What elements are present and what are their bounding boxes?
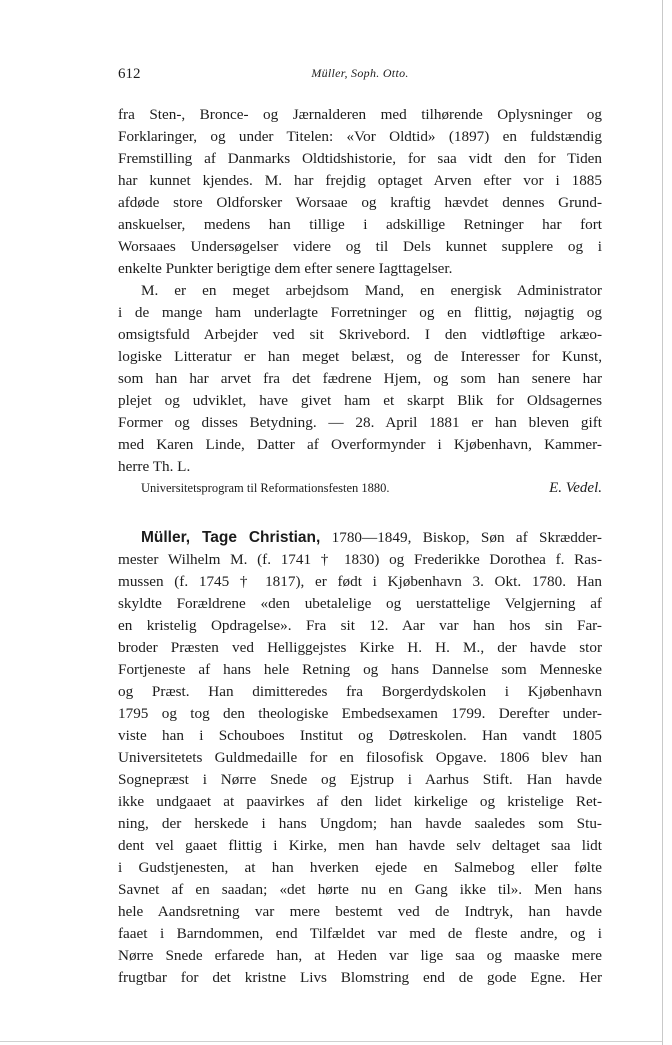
- text-line: faaet i Barndommen, end Tilfældet var med de fleste andre, og i: [118, 925, 602, 942]
- text-line: viste han i Schouboes Institut og Døtreskolen. Han vandt 1805: [118, 727, 602, 744]
- text-line: Forklaringer, og under Titelen: «Vor Oldtid» (1897) en fuldstændig: [118, 128, 602, 145]
- text-line: har kunnet kjendes. M. har frejdig optaget Arven efter vor i 1885: [118, 172, 602, 189]
- text-line: en kristelig Opdragelse». Fra sit 12. Aar var han hos sin Far-: [118, 617, 602, 634]
- running-head: Müller, Soph. Otto.: [311, 66, 409, 80]
- text-line: M. er en meget arbejdsom Mand, en energisk Administrator: [141, 282, 602, 299]
- text-line: plejet og udviklet, have givet ham et skarpt Blik for Oldsagernes: [118, 392, 602, 409]
- page-number: 612: [118, 66, 141, 82]
- text-line: frugtbar for det kristne Livs Blomstring end de gode Egne. Her: [118, 969, 602, 986]
- scan-edge-right: [662, 0, 663, 1045]
- text-line: mussen (f. 1745 † 1817), er født i Kjøbenhavn 3. Okt. 1780. Han: [118, 573, 602, 590]
- text-line: som han har arvet fra det fædrene Hjem, og som han senere har: [118, 370, 602, 387]
- text-line: anskuelser, medens han tillige i adskillige Retninger har fort: [118, 216, 602, 233]
- text-line: dent vel gaaet flittig i Kirke, men han havde selv deltaget saa lidt: [118, 837, 602, 854]
- text-line: Former og disses Betydning. — 28. April 1881 er han bleven gift: [118, 414, 602, 431]
- page-header: [118, 66, 602, 86]
- text-line: skyldte Forældrene «den ubetalelige og uerstattelige Velgjerning af: [118, 595, 602, 612]
- entry-heading-rest: 1780—1849, Biskop, Søn af Skrædder-: [320, 529, 602, 546]
- text-line: ikke undgaaet at paavirkes af den lidet kirkelige og kristelige Ret-: [118, 793, 602, 810]
- scan-edge-bottom: [0, 1041, 662, 1042]
- text-line: Savnet af en saadan; «det hørte nu en Gang ikke til». Men hans: [118, 881, 602, 898]
- text-line: Universitetets Guldmedaille for en filosofisk Opgave. 1806 blev han: [118, 749, 602, 766]
- text-line: omsigtsfuld Arbejder ved sit Skrivebord. I den vidtløftige arkæo-: [118, 326, 602, 343]
- author-signature: E. Vedel.: [549, 480, 602, 496]
- text-line: hele Aandsretning var mere bestemt ved de Indtryk, han havde: [118, 903, 602, 920]
- text-line: afdøde store Oldforsker Worsaae og kraftig hævdet dennes Grund-: [118, 194, 602, 211]
- source-text: Universitetsprogram til Reformationsfesten 1880.: [141, 481, 390, 495]
- text-line: i Gudstjenesten, at han hverken ejede en Salmebog eller følte: [118, 859, 602, 876]
- text-line: Worsaaes Undersøgelser videre og til Dels kunnet supplere og i: [118, 238, 602, 255]
- text-line: 1795 og tog den theologiske Embedsexamen 1799. Derefter under-: [118, 705, 602, 722]
- text-line: herre Th. L.: [118, 458, 191, 475]
- text-line: Nørre Snede erfarede han, at Heden var lige saa og maaske mere: [118, 947, 602, 964]
- text-line: Fortjeneste af hans hele Retning og hans Dannelse som Menneske: [118, 661, 602, 678]
- text-line: fra Sten-, Bronce- og Jærnalderen med tilhørende Oplysninger og: [118, 106, 602, 123]
- entry-heading-line: [141, 527, 602, 549]
- text-line: Fremstilling af Danmarks Oldtidshistorie, for saa vidt den for Tiden: [118, 150, 602, 167]
- text-line: broder Præsten ved Helliggejstes Kirke H. H. M., der havde stor: [118, 639, 602, 656]
- text-line: logiske Litteratur er han meget belæst, og de Interesser for Kunst,: [118, 348, 602, 365]
- text-line: og Præst. Han dimitteredes fra Borgerdydskolen i Kjøbenhavn: [118, 683, 602, 700]
- text-line: ning, der herskede i hans Ungdom; han havde saaledes som Stu-: [118, 815, 602, 832]
- entry-name: Müller, Tage Christian,: [141, 529, 321, 546]
- text-line: i de mange ham underlagte Forretninger og en flittig, nøjagtig og: [118, 304, 602, 321]
- text-line: med Karen Linde, Datter af Overformynder i Kjøbenhavn, Kammer-: [118, 436, 602, 453]
- text-line: mester Wilhelm M. (f. 1741 † 1830) og Frederikke Dorothea f. Ras-: [118, 551, 602, 568]
- source-citation: [141, 478, 602, 498]
- text-line: enkelte Punkter berigtige dem efter senere Iagttagelser.: [118, 260, 453, 277]
- text-line: Sognepræst i Nørre Snede og Ejstrup i Aarhus Stift. Han havde: [118, 771, 602, 788]
